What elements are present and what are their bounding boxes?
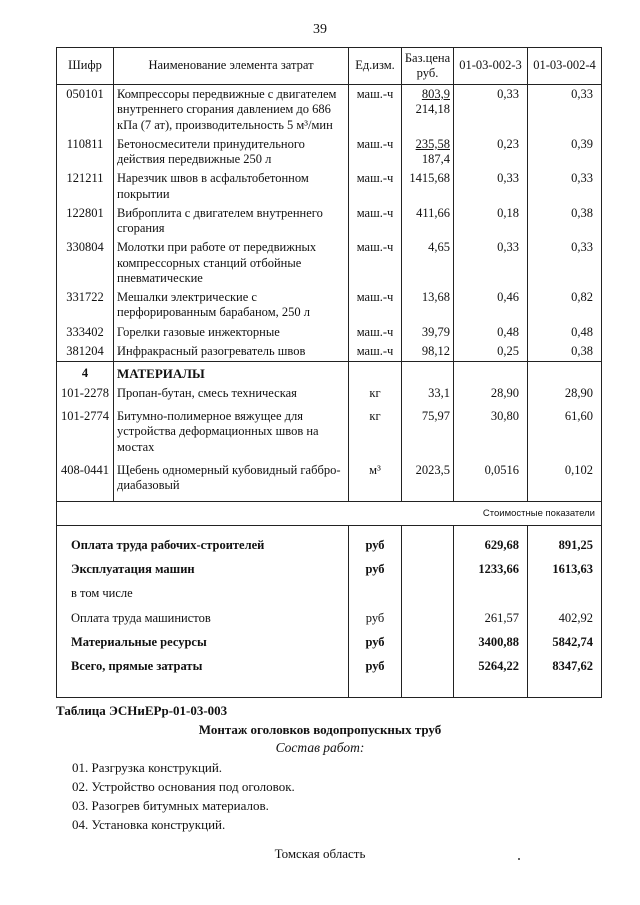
table-row — [57, 169, 602, 204]
row-name: Бетоносмесители принудительного действия передвижные 250 л — [114, 135, 349, 170]
table-row — [57, 342, 602, 362]
row-price-value: 235,58 — [415, 136, 450, 151]
page-footer: Томская область — [274, 846, 366, 861]
row-unit: маш.-ч — [349, 169, 402, 204]
row-unit: м³ — [349, 457, 402, 496]
summary-empty-cell — [402, 655, 454, 679]
cost-indicators-row — [57, 502, 602, 526]
row-code: 110811 — [57, 135, 114, 170]
header-name: Наименование элемента затрат — [114, 48, 349, 85]
row-unit: маш.-ч — [349, 135, 402, 170]
table-row — [57, 457, 602, 496]
summary-value-col1: 5264,22 — [454, 655, 528, 679]
row-price-value: 98,12 — [421, 343, 450, 358]
next-table-title: Монтаж оголовков водопропускных труб — [198, 722, 442, 737]
materials-section-row — [57, 362, 602, 384]
row-price — [402, 135, 454, 170]
summary-value-col2: 1613,63 — [528, 558, 602, 582]
summary-value-col1: 3400,88 — [454, 631, 528, 655]
row-code: 121211 — [57, 169, 114, 204]
list-item: 02. Устройство основания под оголовок. — [72, 779, 295, 794]
summary-row — [57, 582, 602, 606]
row-price: 2023,5 — [402, 457, 454, 496]
row-value-col2: 0,39 — [528, 135, 602, 170]
table-row — [57, 135, 602, 170]
row-unit: маш.-ч — [349, 85, 402, 135]
header-unit: Ед.изм. — [349, 48, 402, 85]
summary-empty-cell — [402, 607, 454, 631]
table-row — [57, 403, 602, 457]
row-code: 122801 — [57, 204, 114, 239]
list-item: 04. Установка конструкций. — [72, 817, 226, 832]
header-code: Шифр — [57, 48, 114, 85]
row-value-col1: 0,23 — [454, 135, 528, 170]
section-empty-cell — [454, 362, 528, 384]
summary-unit: руб — [349, 525, 402, 558]
section-empty-cell — [349, 362, 402, 384]
summary-name: Материальные ресурсы — [57, 631, 349, 655]
row-name: Горелки газовые инжекторные — [114, 323, 349, 342]
table-row — [57, 384, 602, 403]
end-cell — [454, 679, 528, 698]
header-price: Баз.цена руб. — [402, 48, 454, 85]
row-code: 408-0441 — [57, 457, 114, 496]
row-name: Виброплита с двигателем внутреннего сгорания — [114, 204, 349, 239]
summary-empty-cell — [402, 582, 454, 606]
summary-empty-cell — [402, 525, 454, 558]
row-price — [402, 238, 454, 288]
row-price-value: 1415,68 — [409, 171, 450, 186]
cost-indicators-label: Стоимостные показатели — [57, 502, 602, 526]
row-value-col1: 28,90 — [454, 384, 528, 403]
table-row — [57, 204, 602, 239]
row-value-col1: 0,33 — [454, 238, 528, 288]
row-price: 33,1 — [402, 384, 454, 403]
row-value-col1: 0,25 — [454, 342, 528, 362]
summary-row — [57, 655, 602, 679]
row-name: Битумно-полимерное вяжущее для устройства деформационных швов на мостах — [114, 403, 349, 457]
row-value-col2: 28,90 — [528, 384, 602, 403]
row-value-col2: 0,82 — [528, 288, 602, 323]
row-price — [402, 169, 454, 204]
section-number: 4 — [57, 362, 114, 384]
section-empty-cell — [402, 362, 454, 384]
table-header-row — [57, 48, 602, 85]
summary-empty-cell — [402, 631, 454, 655]
end-cell — [349, 679, 402, 698]
summary-value-col1: 1233,66 — [454, 558, 528, 582]
row-value-col1: 0,46 — [454, 288, 528, 323]
row-code: 381204 — [57, 342, 114, 362]
row-value-col2: 0,33 — [528, 85, 602, 135]
row-code: 050101 — [57, 85, 114, 135]
summary-value-col1: 261,57 — [454, 607, 528, 631]
summary-unit: руб — [349, 558, 402, 582]
row-value-col1: 0,18 — [454, 204, 528, 239]
row-value-col1: 0,0516 — [454, 457, 528, 496]
row-value-col2: 0,48 — [528, 323, 602, 342]
list-item: 03. Разогрев битумных материалов. — [72, 798, 269, 813]
table-row — [57, 288, 602, 323]
table-body — [57, 85, 602, 698]
summary-value-col2: 8347,62 — [528, 655, 602, 679]
row-value-col2: 0,33 — [528, 169, 602, 204]
summary-row — [57, 525, 602, 558]
row-name: Нарезчик швов в асфальтобетонном покрытии — [114, 169, 349, 204]
row-value-col1: 30,80 — [454, 403, 528, 457]
summary-row — [57, 631, 602, 655]
table-row — [57, 85, 602, 135]
row-price-value: 411,66 — [416, 205, 450, 220]
summary-name: Оплата труда машинистов — [57, 607, 349, 631]
table-row — [57, 238, 602, 288]
row-price-value: 13,68 — [421, 290, 450, 304]
row-price — [402, 85, 454, 135]
summary-value-col1 — [454, 582, 528, 606]
summary-value-col2: 5842,74 — [528, 631, 602, 655]
row-price-value: 39,79 — [421, 324, 450, 339]
summary-value-col2: 402,92 — [528, 607, 602, 631]
row-value-col2: 0,102 — [528, 457, 602, 496]
row-unit: маш.-ч — [349, 238, 402, 288]
summary-value-col1: 629,68 — [454, 525, 528, 558]
row-price — [402, 342, 454, 362]
row-price — [402, 288, 454, 323]
row-code: 101-2278 — [57, 384, 114, 403]
row-value-col1: 0,48 — [454, 323, 528, 342]
section-title: МАТЕРИАЛЫ — [114, 362, 349, 384]
row-unit: кг — [349, 403, 402, 457]
header-col1: 01-03-002-3 — [454, 48, 528, 85]
row-code: 333402 — [57, 323, 114, 342]
summary-unit: руб — [349, 655, 402, 679]
row-unit: маш.-ч — [349, 323, 402, 342]
row-code: 330804 — [57, 238, 114, 288]
row-price-current: 214,18 — [415, 102, 450, 117]
summary-value-col2 — [528, 582, 602, 606]
section-empty-cell — [528, 362, 602, 384]
row-price — [402, 204, 454, 239]
resource-table — [56, 47, 602, 698]
row-name: Компрессоры передвижные с двигателем внутреннего сгорания давлением до 686 кПа (7 ат), производительность 5 м³/мин — [114, 85, 349, 135]
summary-unit: руб — [349, 631, 402, 655]
header-col2: 01-03-002-4 — [528, 48, 602, 85]
row-name: Молотки при работе от передвижных компрессорных станций отбойные пневматические — [114, 238, 349, 288]
row-value-col2: 0,33 — [528, 238, 602, 288]
next-table-subtitle: Состав работ: — [275, 740, 365, 755]
table-row — [57, 323, 602, 342]
row-unit: маш.-ч — [349, 288, 402, 323]
end-cell — [402, 679, 454, 698]
summary-row — [57, 558, 602, 582]
summary-name: Оплата труда рабочих-строителей — [57, 525, 349, 558]
summary-empty-cell — [402, 558, 454, 582]
page-number: 39 — [313, 22, 327, 37]
row-unit: маш.-ч — [349, 342, 402, 362]
row-value-col1: 0,33 — [454, 169, 528, 204]
row-name: Мешалки электрические с перфорированным барабаном, 250 л — [114, 288, 349, 323]
row-name: Щебень одномерный кубовидный габбро-диабазовый — [114, 457, 349, 496]
end-cell — [528, 679, 602, 698]
summary-value-col2: 891,25 — [528, 525, 602, 558]
row-value-col1: 0,33 — [454, 85, 528, 135]
summary-name: Всего, прямые затраты — [57, 655, 349, 679]
row-code: 331722 — [57, 288, 114, 323]
row-name: Пропан-бутан, смесь техническая — [114, 384, 349, 403]
list-item: 01. Разгрузка конструкций. — [72, 760, 223, 775]
row-price-value: 803,9 — [421, 87, 450, 101]
row-price-value: 4,65 — [428, 240, 450, 255]
works-list — [72, 760, 295, 836]
row-value-col2: 61,60 — [528, 403, 602, 457]
summary-name: Эксплуатация машин — [57, 558, 349, 582]
row-price — [402, 323, 454, 342]
summary-name: в том числе — [57, 582, 349, 606]
end-cell — [57, 679, 349, 698]
row-price-current: 187,4 — [421, 152, 450, 166]
table-end-row — [57, 679, 602, 698]
row-name: Инфракрасный разогреватель швов — [114, 342, 349, 362]
row-unit: маш.-ч — [349, 204, 402, 239]
row-unit: кг — [349, 384, 402, 403]
summary-row — [57, 607, 602, 631]
row-price: 75,97 — [402, 403, 454, 457]
summary-unit: руб — [349, 607, 402, 631]
row-value-col2: 0,38 — [528, 342, 602, 362]
row-value-col2: 0,38 — [528, 204, 602, 239]
summary-unit — [349, 582, 402, 606]
scan-dot — [518, 858, 520, 860]
row-code: 101-2774 — [57, 403, 114, 457]
next-table-code: Таблица ЭСНиЕРр-01-03-003 — [56, 703, 228, 718]
